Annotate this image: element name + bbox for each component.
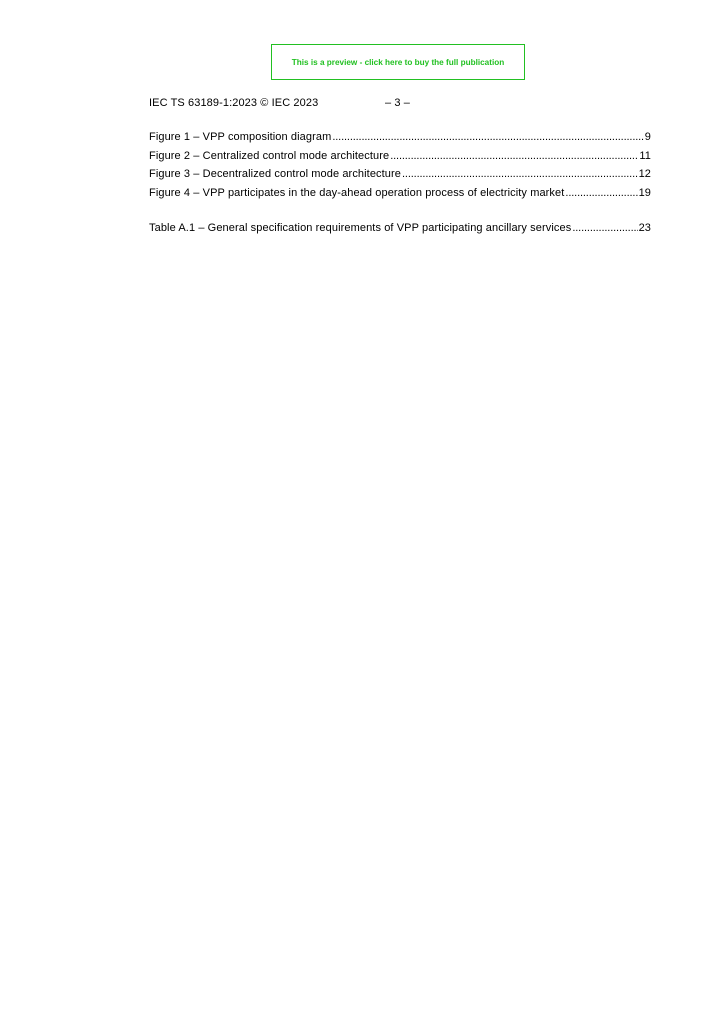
dot-leader	[402, 165, 638, 184]
toc-entry-title: Figure 3 – Decentralized control mode architecture	[149, 168, 402, 180]
toc-entry-table-a1[interactable]	[149, 219, 651, 238]
toc-entry-title: Figure 2 – Centralized control mode architecture	[149, 149, 390, 162]
list-of-figures	[149, 128, 651, 202]
toc-entry-page: 9	[644, 131, 651, 143]
preview-banner-text: This is a preview - click here to buy the full publication	[291, 57, 505, 67]
page-header	[149, 97, 410, 109]
toc-entry-page: 19	[638, 186, 651, 199]
buy-publication-banner[interactable]	[271, 44, 525, 80]
toc-entry-figure-3[interactable]	[149, 165, 651, 184]
toc-entry-figure-2[interactable]	[149, 147, 651, 166]
dot-leader	[572, 219, 637, 238]
list-of-tables	[149, 219, 651, 238]
toc-entry-page: 11	[639, 149, 651, 162]
document-id: IEC TS 63189-1:2023 © IEC 2023	[149, 97, 319, 109]
toc-entry-figure-1[interactable]	[149, 128, 651, 147]
page-number: – 3 –	[385, 97, 410, 109]
toc-entry-title: Figure 4 – VPP participates in the day-ahead operation process of electricity market	[149, 186, 565, 199]
toc-entry-title: Table A.1 – General specification requirements of VPP participating ancillary services	[149, 222, 572, 234]
toc-entry-page: 23	[638, 222, 651, 234]
dot-leader	[390, 147, 638, 166]
toc-entry-title: Figure 1 – VPP composition diagram	[149, 131, 332, 143]
dot-leader	[565, 184, 637, 203]
toc-entry-figure-4[interactable]	[149, 184, 651, 203]
toc-entry-page: 12	[638, 168, 651, 180]
dot-leader	[332, 128, 643, 147]
